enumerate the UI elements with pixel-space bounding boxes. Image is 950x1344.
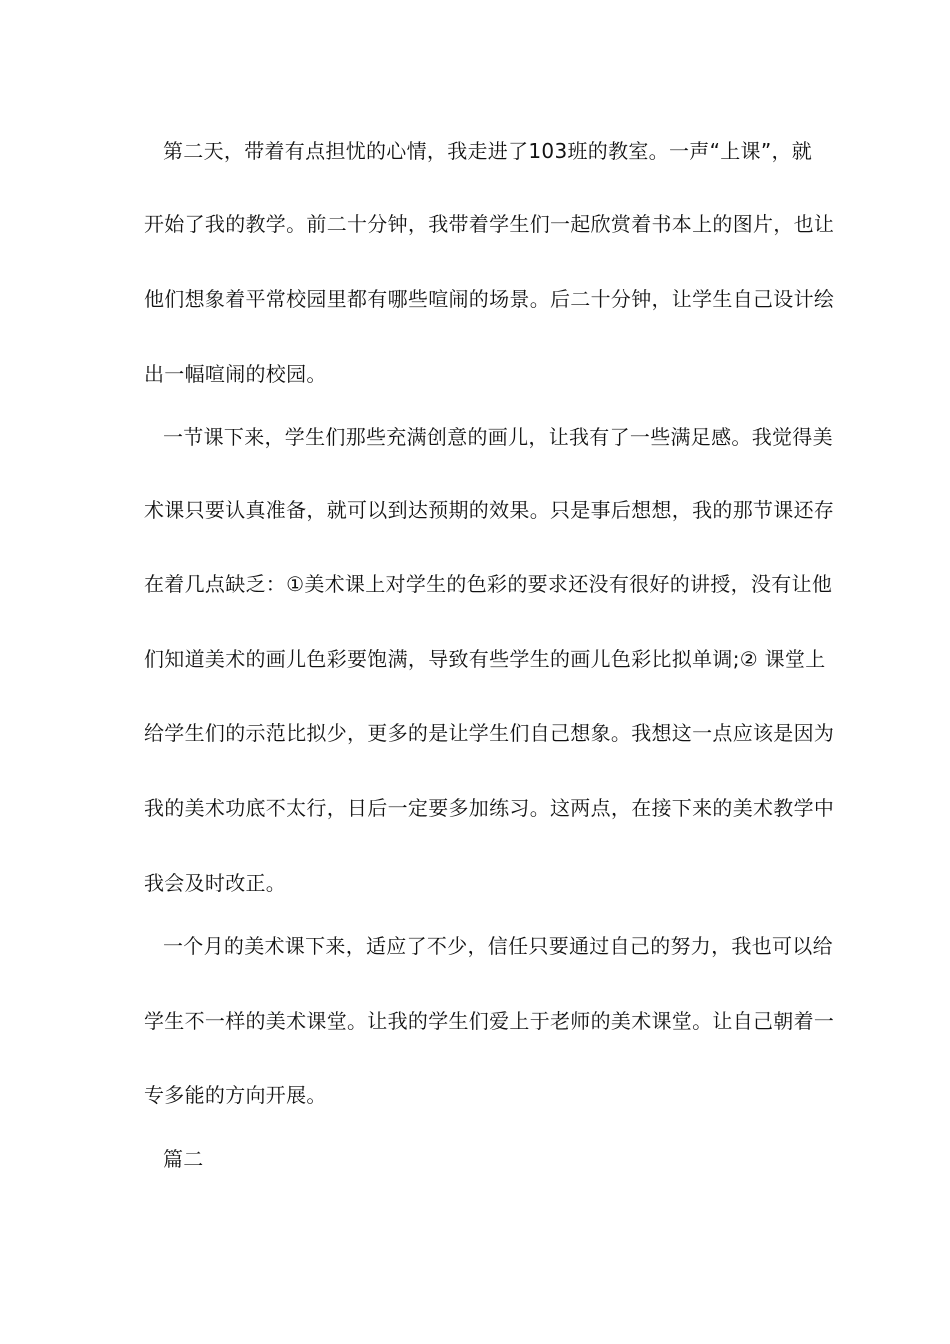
paragraph-3-line-1: 一个月的美术课下来，适应了不少，信任只要通过自己的努力，我也可以给 — [163, 934, 833, 958]
paragraph-1-line-4: 出一幅喧闹的校园。 — [144, 362, 327, 386]
paragraph-2-line-3: 在着几点缺乏：①美术课上对学生的色彩的要求还没有很好的讲授，没有让他 — [144, 572, 833, 596]
paragraph-2-line-4: 们知道美术的画儿色彩要饱满，导致有些学生的画儿色彩比拟单调;② 课堂上 — [144, 647, 826, 671]
paragraph-1-line-3: 他们想象着平常校园里都有哪些喧闹的场景。后二十分钟，让学生自己设计绘 — [144, 287, 835, 311]
paragraph-2-line-1: 一节课下来，学生们那些充满创意的画儿，让我有了一些满足感。我觉得美 — [163, 425, 833, 449]
section-heading: 篇二 — [163, 1147, 204, 1171]
paragraph-2-line-6: 我的美术功底不太行，日后一定要多加练习。这两点，在接下来的美术教学中 — [144, 796, 835, 820]
paragraph-1-line-2: 开始了我的教学。前二十分钟，我带着学生们一起欣赏着书本上的图片，也让 — [144, 212, 835, 236]
paragraph-2-line-7: 我会及时改正。 — [144, 871, 287, 895]
paragraph-2-line-5: 给学生们的示范比拟少，更多的是让学生们自己想象。我想这一点应该是因为 — [144, 721, 835, 745]
paragraph-3-line-3: 专多能的方向开展。 — [144, 1083, 327, 1107]
paragraph-3-line-2: 学生不一样的美术课堂。让我的学生们爱上于老师的美术课堂。让自己朝着一 — [144, 1009, 835, 1033]
paragraph-1-line-1: 第二天，带着有点担忧的心情，我走进了103班的教室。一声“上课”，就 — [163, 139, 813, 163]
paragraph-2-line-2: 术课只要认真准备，就可以到达预期的效果。只是事后想想，我的那节课还存 — [144, 498, 835, 522]
